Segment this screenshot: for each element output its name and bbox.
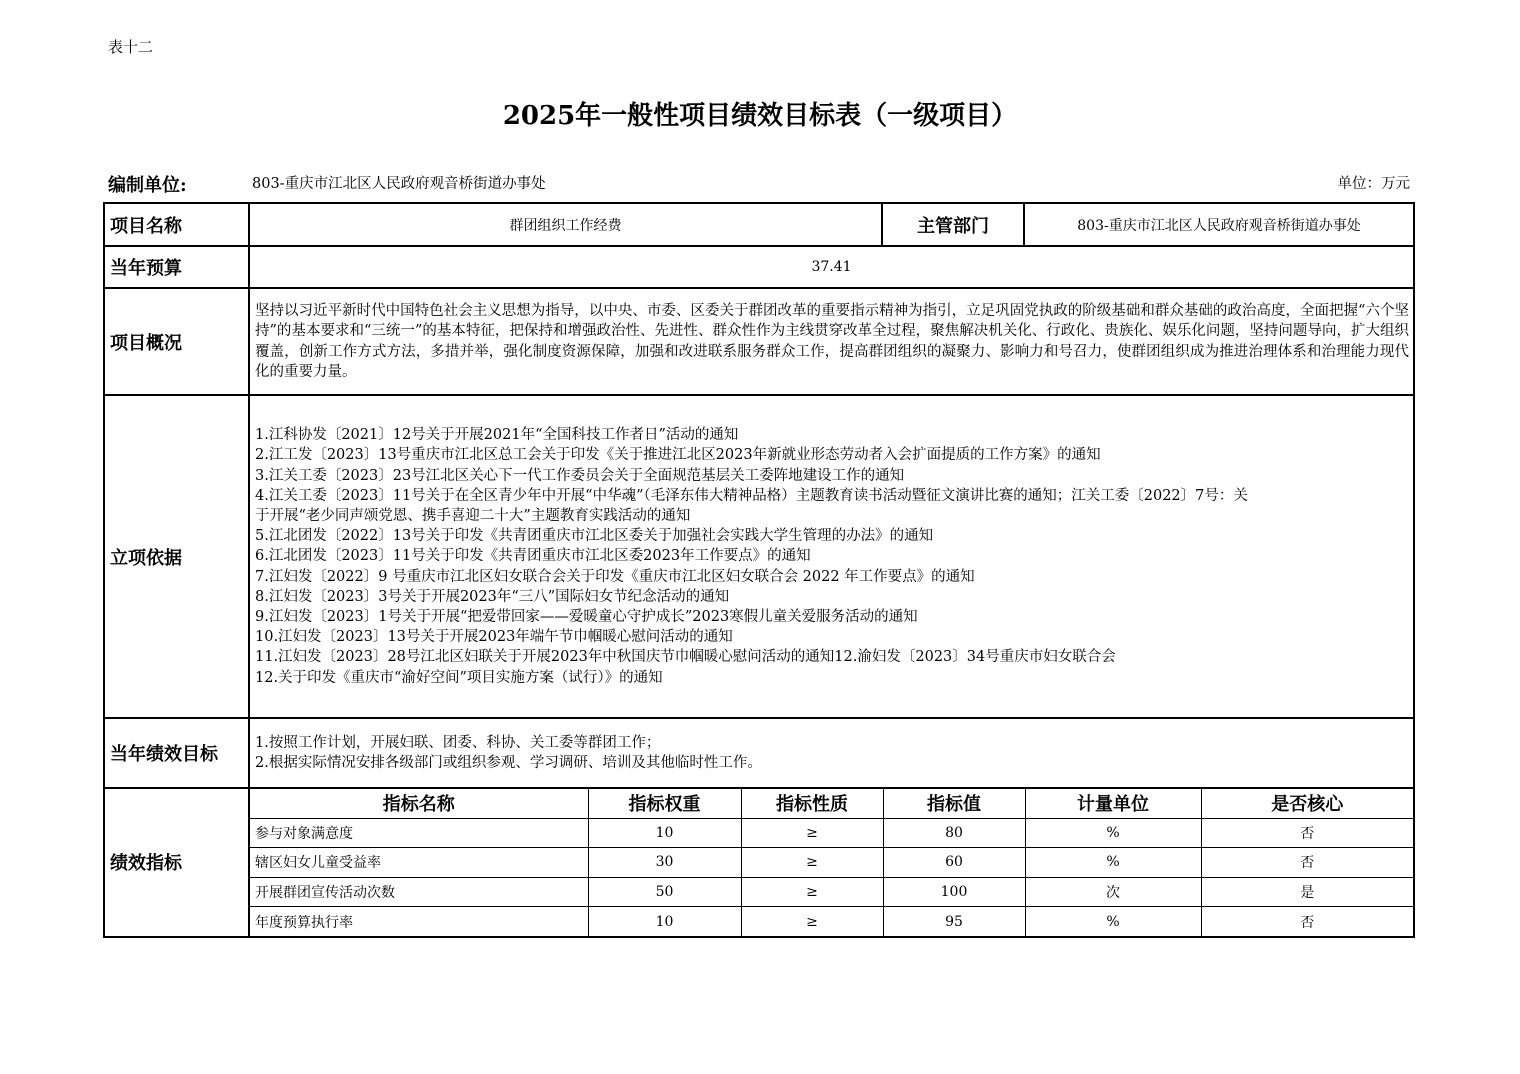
indicator-nature: ≥ <box>741 848 883 878</box>
header-indicator-name: 指标名称 <box>250 789 588 818</box>
indicators-table <box>250 789 1413 936</box>
table-row <box>250 877 1413 907</box>
indicator-weight: 10 <box>588 818 741 848</box>
indicator-value: 80 <box>883 818 1025 848</box>
indicator-unit: 次 <box>1025 877 1201 907</box>
indicators-cell <box>249 788 1414 937</box>
indicator-core: 否 <box>1201 848 1413 878</box>
table-row <box>250 848 1413 878</box>
overview-text: 坚持以习近平新时代中国特色社会主义思想为指导，以中央、市委、区委关于群团改革的重要指示精神为指引，立足巩固党执政的阶级基础和群众基础的政治高度，全面把握“六个坚持”的基本要求和“三统一”的基本特征，把保持和增强政治性、先进性、群众性作为主线贯穿改革全过程，聚焦解决机关化、行政化、贵族化、娱乐化问题，坚持问题导向，扩大组织覆盖，创新工作方式方法，多措并举，强化制度资源保障，加强和改进联系服务群众工作，提高群团组织的凝聚力、影响力和号召力，使群团组织成为推进治理体系和治理能力现代化的重要力量。 <box>249 288 1414 395</box>
indicator-core: 否 <box>1201 818 1413 848</box>
indicator-unit: % <box>1025 818 1201 848</box>
org-label: 编制单位: <box>108 175 187 196</box>
overview-label: 项目概况 <box>104 288 249 395</box>
basis-line: 7.江妇发〔2022〕9 号重庆市江北区妇女联合会关于印发《重庆市江北区妇女联合会 2022 年工作要点》的通知 <box>255 568 975 585</box>
indicator-core: 是 <box>1201 877 1413 907</box>
indicator-name: 辖区妇女儿童受益率 <box>250 848 588 878</box>
indicator-unit: % <box>1025 848 1201 878</box>
indicator-nature: ≥ <box>741 907 883 936</box>
indicators-label: 绩效指标 <box>104 788 249 937</box>
basis-line: 于开展“老少同声颂党恩、携手喜迎二十大”主题教育实践活动的通知 <box>255 507 691 524</box>
basis-label: 立项依据 <box>104 395 249 718</box>
indicators-header-row <box>250 789 1413 818</box>
goal-line: 2.根据实际情况安排各级部门或组织参观、学习调研、培训及其他临时性工作。 <box>255 755 762 771</box>
header-nature: 指标性质 <box>741 789 883 818</box>
indicator-value: 100 <box>883 877 1025 907</box>
indicator-value: 60 <box>883 848 1025 878</box>
basis-line: 12.关于印发《重庆市“渝好空间”项目实施方案（试行）》的通知 <box>255 669 663 686</box>
project-name-label: 项目名称 <box>104 203 249 246</box>
basis-list <box>249 395 1414 718</box>
indicator-name: 年度预算执行率 <box>250 907 588 936</box>
basis-line: 8.江妇发〔2023〕3号关于开展2023年“三八”国际妇女节纪念活动的通知 <box>255 588 730 605</box>
basis-line: 10.江妇发〔2023〕13号关于开展2023年端午节巾帼暖心慰问活动的通知 <box>255 629 733 646</box>
basis-line: 5.江北团发〔2022〕13号关于印发《共青团重庆市江北区委关于加强社会实践大学生管理的办法》的通知 <box>255 528 934 545</box>
basis-line: 3.江关工委〔2023〕23号江北区关心下一代工作委员会关于全面规范基层关工委阵地建设工作的通知 <box>255 467 905 484</box>
header-core: 是否核心 <box>1201 789 1413 818</box>
indicator-name: 参与对象满意度 <box>250 818 588 848</box>
budget-value: 37.41 <box>249 246 1414 288</box>
dept-label: 主管部门 <box>882 203 1024 246</box>
basis-line: 4.江关工委〔2023〕11号关于在全区青少年中开展“中华魂”（毛泽东伟大精神品格）主题教育读书活动暨征文演讲比赛的通知；江关工委〔2022〕7号：关 <box>255 487 1248 504</box>
indicator-weight: 30 <box>588 848 741 878</box>
basis-line: 11.江妇发〔2023〕28号江北区妇联关于开展2023年中秋国庆节巾帼暖心慰问活动的通知12.渝妇发〔2023〕34号重庆市妇女联合会 <box>255 649 1116 666</box>
table-number: 表十二 <box>108 38 154 56</box>
indicator-nature: ≥ <box>741 877 883 907</box>
org-value: 803-重庆市江北区人民政府观音桥街道办事处 <box>252 176 546 192</box>
budget-label: 当年预算 <box>104 246 249 288</box>
basis-line: 1.江科协发〔2021〕12号关于开展2021年“全国科技工作者日”活动的通知 <box>255 427 739 444</box>
unit-label: 单位：万元 <box>1337 176 1410 192</box>
header-unit: 计量单位 <box>1025 789 1201 818</box>
goals-list <box>249 718 1414 788</box>
header-weight: 指标权重 <box>588 789 741 818</box>
table-row <box>250 907 1413 936</box>
goal-line: 1.按照工作计划，开展妇联、团委、科协、关工委等群团工作； <box>255 735 661 751</box>
header-value: 指标值 <box>883 789 1025 818</box>
indicator-core: 否 <box>1201 907 1413 936</box>
indicator-name: 开展群团宣传活动次数 <box>250 877 588 907</box>
performance-table <box>103 202 1415 938</box>
page-title: 2025年一般性项目绩效目标表（一级项目） <box>502 101 1018 131</box>
indicator-value: 95 <box>883 907 1025 936</box>
dept-value: 803-重庆市江北区人民政府观音桥街道办事处 <box>1024 203 1414 246</box>
basis-line: 9.江妇发〔2023〕1号关于开展“把爱带回家——爱暖童心守护成长”2023寒假儿童关爱服务活动的通知 <box>255 609 918 625</box>
indicator-nature: ≥ <box>741 818 883 848</box>
goals-label: 当年绩效目标 <box>104 718 249 788</box>
project-name-value: 群团组织工作经费 <box>249 203 882 246</box>
table-row <box>250 818 1413 848</box>
basis-line: 6.江北团发〔2023〕11号关于印发《共青团重庆市江北区委2023年工作要点》的通知 <box>255 548 811 565</box>
indicator-weight: 10 <box>588 907 741 936</box>
indicator-unit: % <box>1025 907 1201 936</box>
basis-line: 2.江工发〔2023〕13号重庆市江北区总工会关于印发《关于推进江北区2023年新就业形态劳动者入会扩面提质的工作方案》的通知 <box>255 447 1101 464</box>
indicator-weight: 50 <box>588 877 741 907</box>
